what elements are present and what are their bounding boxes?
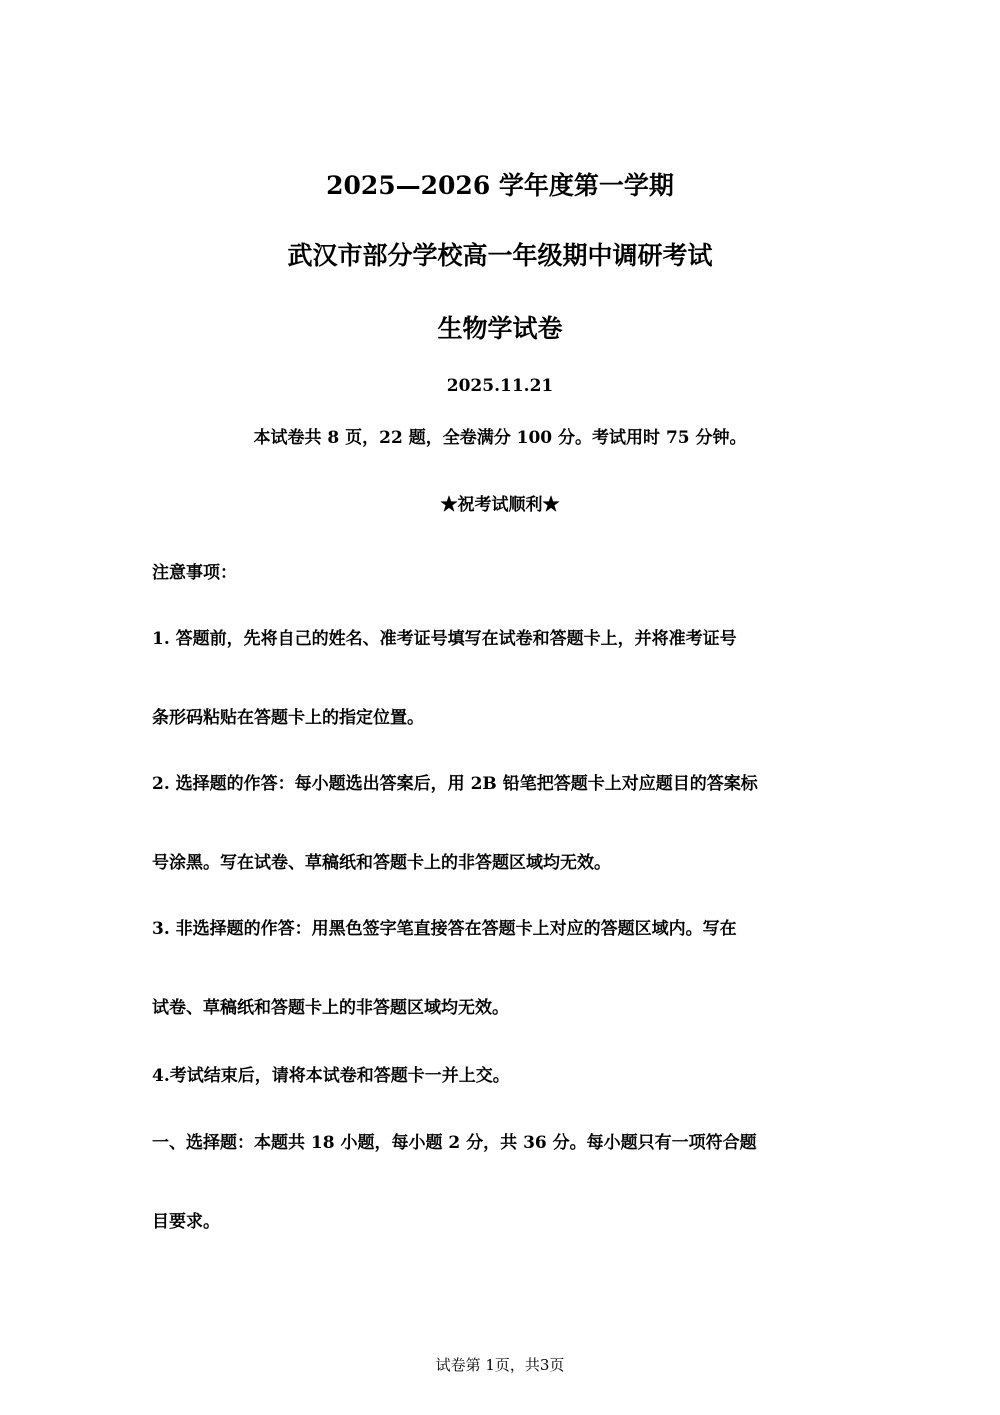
title-subject: 生物学试卷 [437, 314, 563, 343]
notice-item-4: 4.考试结束后，请将本试卷和答题卡一并上交。 [152, 1066, 510, 1086]
exam-info: 本试卷共 8 页，22 题，全卷满分 100 分。考试用时 75 分钟。 [253, 428, 747, 448]
notice-item-1-line-1: 1. 答题前，先将自己的姓名、准考证号填写在试卷和答题卡上，并将准考证号 [152, 629, 737, 649]
notice-item-2-line-1: 2. 选择题的作答：每小题选出答案后，用 2B 铅笔把答题卡上对应题目的答案标 [152, 774, 758, 794]
title-academic-year: 2025—2026 学年度第一学期 [326, 171, 674, 200]
exam-date: 2025.11.21 [446, 376, 554, 396]
section-1-heading-line-2: 目要求。 [152, 1212, 220, 1232]
page-footer: 试卷第 1页，共3页 [435, 1356, 565, 1374]
notice-item-3-line-2: 试卷、草稿纸和答题卡上的非答题区域均无效。 [152, 998, 509, 1018]
good-luck-text: ★祝考试顺利★ [440, 495, 560, 515]
notice-item-3-line-1: 3. 非选择题的作答：用黑色签字笔直接答在答题卡上对应的答题区域内。写在 [152, 919, 737, 939]
notice-item-2-line-2: 号涂黑。写在试卷、草稿纸和答题卡上的非答题区域均无效。 [152, 853, 611, 873]
notice-item-1-line-2: 条形码粘贴在答题卡上的指定位置。 [152, 708, 424, 728]
section-1-heading-line-1: 一、选择题：本题共 18 小题，每小题 2 分，共 36 分。每小题只有一项符合题 [152, 1133, 757, 1153]
title-exam-name: 武汉市部分学校高一年级期中调研考试 [287, 241, 713, 270]
notice-heading: 注意事项： [152, 563, 237, 583]
